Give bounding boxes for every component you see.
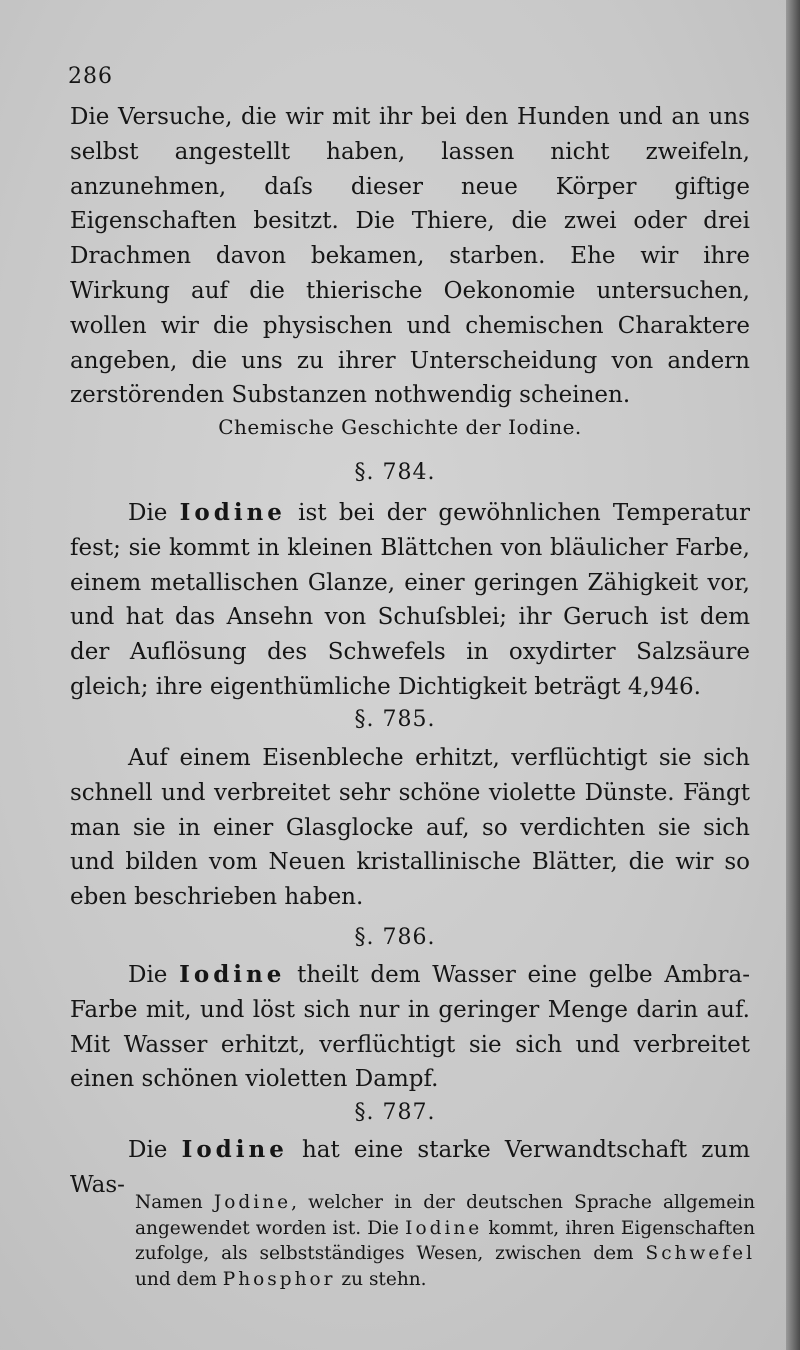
text-run: Die <box>128 500 180 526</box>
emphasized-term: Iodine <box>179 499 286 526</box>
text-run: Die <box>128 962 180 988</box>
text-run: kommt, ihren Eigenschaften zufolge, als selbstständiges Wesen, zwischen dem <box>135 1217 755 1264</box>
page-number: 286 <box>68 64 113 89</box>
emphasized-term: Iodine <box>181 1136 288 1163</box>
text-run: Namen <box>135 1192 214 1213</box>
section-785-label: §. 785. <box>354 707 436 732</box>
emphasized-term: Schwefel <box>645 1243 755 1264</box>
text-run: hat eine starke Verwandtschaft zum Was- <box>70 1137 751 1198</box>
section-784-label: §. 784. <box>354 460 436 485</box>
footnote <box>135 1190 755 1292</box>
paragraph-intro: Die Versuche, die wir mit ihr bei den Hunden und an uns selbst angestellt haben, lassen nicht zweifeln, anzunehmen, daſs dieser neue Körper giftige Eigenschaften besitzt. Die Thiere, die zwei oder drei Drachmen davon bekamen, starben. Ehe wir ihre Wirkung auf die thierische Oekonomie untersuchen, wollen wir die physischen und chemischen Charaktere angeben, die uns zu ihrer Unterscheidung von andern zerstörenden Substanzen nothwendig scheinen. <box>70 104 750 409</box>
text-run: ist bei der gewöhnlichen Temperatur fest; sie kommt in kleinen Blättchen von bläulicher Farbe, einem metallischen Glanze, einer geringen Zähigkeit vor, und hat das Ansehn von Schuſsblei; ihr Geruch ist dem der Auflösung des Schwefels in oxydirter Salzsäure gleich; ihre eigenthümliche Dichtigkeit beträgt 4,946. <box>70 500 750 700</box>
paragraph-785: Auf einem Eisenbleche erhitzt, verflüchtigt sie sich schnell und verbreitet sehr schöne violette Dünste. Fängt man sie in einer Glasglocke auf, so verdichten sie sich und bilden vom Neuen kristallinische Blätter, die wir so eben beschrieben haben. <box>70 745 750 911</box>
page-edge-shadow <box>786 0 800 1350</box>
text-run: Die <box>128 1137 182 1163</box>
section-787-label: §. 787. <box>354 1100 436 1125</box>
emphasized-term: Iodine <box>405 1217 483 1239</box>
section-786-label: §. 786. <box>354 925 436 950</box>
text-run: zu stehn. <box>335 1268 427 1290</box>
emphasized-term: Jodine <box>213 1192 292 1213</box>
text-run: theilt dem Wasser eine gelbe Ambra-Farbe mit, und löst sich nur in geringer Menge darin auf. Mit Wasser erhitzt, verflüchtigt sie sich und verbreitet einen schönen violetten Dampf. <box>70 962 750 1093</box>
paragraph-784 <box>70 496 750 705</box>
section-heading: Chemische Geschichte der Iodine. <box>218 415 582 439</box>
text-run: und dem <box>135 1268 223 1290</box>
emphasized-term: Iodine <box>179 961 286 988</box>
emphasized-term: Phosphor <box>222 1268 336 1290</box>
text-run: , welcher in der deutschen Sprache allgemein angewendet worden ist. Die <box>135 1192 755 1239</box>
paragraph-786 <box>70 958 750 1097</box>
